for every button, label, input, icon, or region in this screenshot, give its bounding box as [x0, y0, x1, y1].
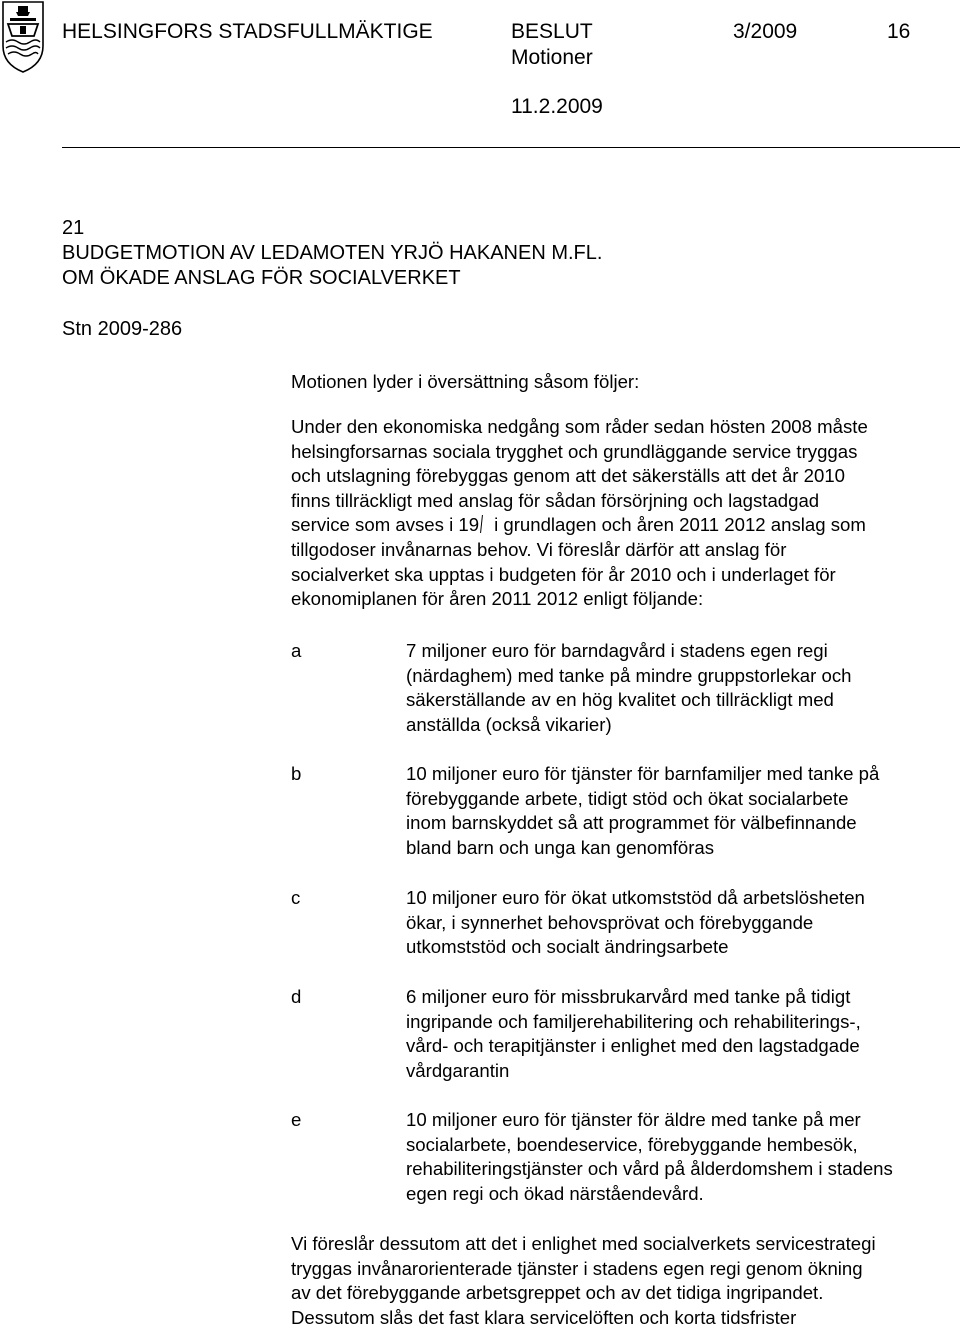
- item-reference: Stn 2009-286: [62, 318, 183, 340]
- list-item-line: anställda (också vikarier): [406, 713, 612, 735]
- list-item-letter: b: [291, 763, 302, 784]
- list-item-line: ökar, i synnerhet behovsprövat och förebyggande: [406, 911, 814, 933]
- list-item-line: säkerställande av en hög kvalitet och tillräckligt med: [406, 689, 834, 711]
- paragraph-1-line: [291, 513, 959, 538]
- paragraph-1-line: och utslagning förebyggas genom att det säkerställs att det år 2010: [291, 465, 846, 487]
- paragraph-2: [291, 1232, 959, 1330]
- paragraph-1-line-part: i grundlagen och åren 2011 2012 anslag som: [494, 514, 866, 536]
- list-item: [406, 762, 960, 860]
- item-title-line2: OM ÖKADE ANSLAG FÖR SOCIALVERKET: [62, 267, 461, 289]
- list-item-letter: c: [291, 887, 301, 908]
- list-item-line: bland barn och unga kan genomföras: [406, 836, 715, 858]
- list-item-line: utkomststöd och socialt ändringsarbete: [406, 936, 729, 958]
- list-item-line: vårdgarantin: [406, 1059, 510, 1081]
- header-page-number: 16: [887, 20, 911, 43]
- list-item-letter: d: [291, 986, 302, 1007]
- paragraph-1-line: ekonomiplanen för åren 2011 2012 enligt följande:: [291, 588, 704, 610]
- item-number: 21: [62, 217, 85, 239]
- list-item-line: 10 miljoner euro för tjänster för äldre med tanke på mer: [406, 1109, 861, 1130]
- item-title-line1: BUDGETMOTION AV LEDAMOTEN YRJÖ HAKANEN M.FL.: [62, 242, 603, 264]
- list-item-line: förebyggande arbete, tidigt stöd och ökat socialarbete: [406, 787, 849, 809]
- paragraph-1-line: Under den ekonomiska nedgång som råder sedan hösten 2008 måste: [291, 416, 868, 437]
- list-item-line: 6 miljoner euro för missbrukarvård med tanke på tidigt: [406, 986, 851, 1007]
- paragraph-2-line: Vi föreslår dessutom att det i enlighet med socialverkets servicestrategi: [291, 1233, 876, 1254]
- list-item: [406, 639, 960, 737]
- header-doc-subtype: Motioner: [511, 46, 593, 69]
- paragraph-2-line: tryggas invånarorienterade tjänster i stadens egen regi genom ökning: [291, 1257, 863, 1279]
- list-item-line: rehabiliteringstjänster och vård på ålderdomshem i stadens: [406, 1158, 893, 1180]
- paragraph-1-line-part: service som avses i 19: [291, 514, 480, 536]
- list-item-line: egen regi och ökad närståendevård.: [406, 1182, 704, 1204]
- list-item-line: inom barnskyddet så att programmet för välbefinnande: [406, 812, 857, 834]
- header-doc-type: BESLUT: [511, 20, 593, 43]
- header-number: 3/2009: [733, 20, 798, 43]
- helsinki-crest-logo: [0, 0, 46, 74]
- paragraph-1: [291, 415, 959, 612]
- paragraph-1-line: tillgodoser invånarnas behov. Vi föreslår därför att anslag för: [291, 538, 787, 560]
- list-item-line: (närdaghem) med tanke på mindre gruppstorlekar och: [406, 664, 852, 686]
- list-item-line: 7 miljoner euro för barndagvård i stadens egen regi: [406, 640, 828, 661]
- list-item-letter: e: [291, 1109, 302, 1130]
- header-date: 11.2.2009: [511, 95, 603, 118]
- list-item-line: 10 miljoner euro för tjänster för barnfamiljer med tanke på: [406, 763, 880, 784]
- list-item-line: ingripande och familjerehabilitering och rehabiliterings-,: [406, 1010, 861, 1032]
- intro-text: Motionen lyder i översättning såsom följer:: [291, 371, 640, 392]
- list-item: [406, 985, 960, 1083]
- paragraph-2-line: Dessutom slås det fast klara servicelöften och korta tidsfrister: [291, 1306, 797, 1328]
- paragraph-1-line: socialverket ska upptas i budgeten för år 2010 och i underlaget för: [291, 563, 836, 585]
- list-item-line: 10 miljoner euro för ökat utkomststöd då arbetslösheten: [406, 887, 865, 908]
- list-item: [406, 1108, 960, 1206]
- list-item-letter: a: [291, 640, 302, 661]
- section-sign-icon: [480, 515, 493, 533]
- header-divider: [62, 147, 960, 148]
- header-org: HELSINGFORS STADSFULLMÄKTIGE: [62, 20, 433, 43]
- paragraph-1-line: helsingforsarnas sociala trygghet och grundläggande service tryggas: [291, 440, 858, 462]
- paragraph-1-line: finns tillräckligt med anslag för sådan försörjning och lagstadgad: [291, 489, 820, 511]
- list-item: [406, 886, 960, 960]
- list-item-line: socialarbete, boendeservice, förebyggande hembesök,: [406, 1133, 858, 1155]
- list-item-line: vård- och terapitjänster i enlighet med den lagstadgade: [406, 1035, 860, 1057]
- paragraph-2-line: av det förebyggande arbetsgreppet och av det tidiga ingripandet.: [291, 1282, 824, 1304]
